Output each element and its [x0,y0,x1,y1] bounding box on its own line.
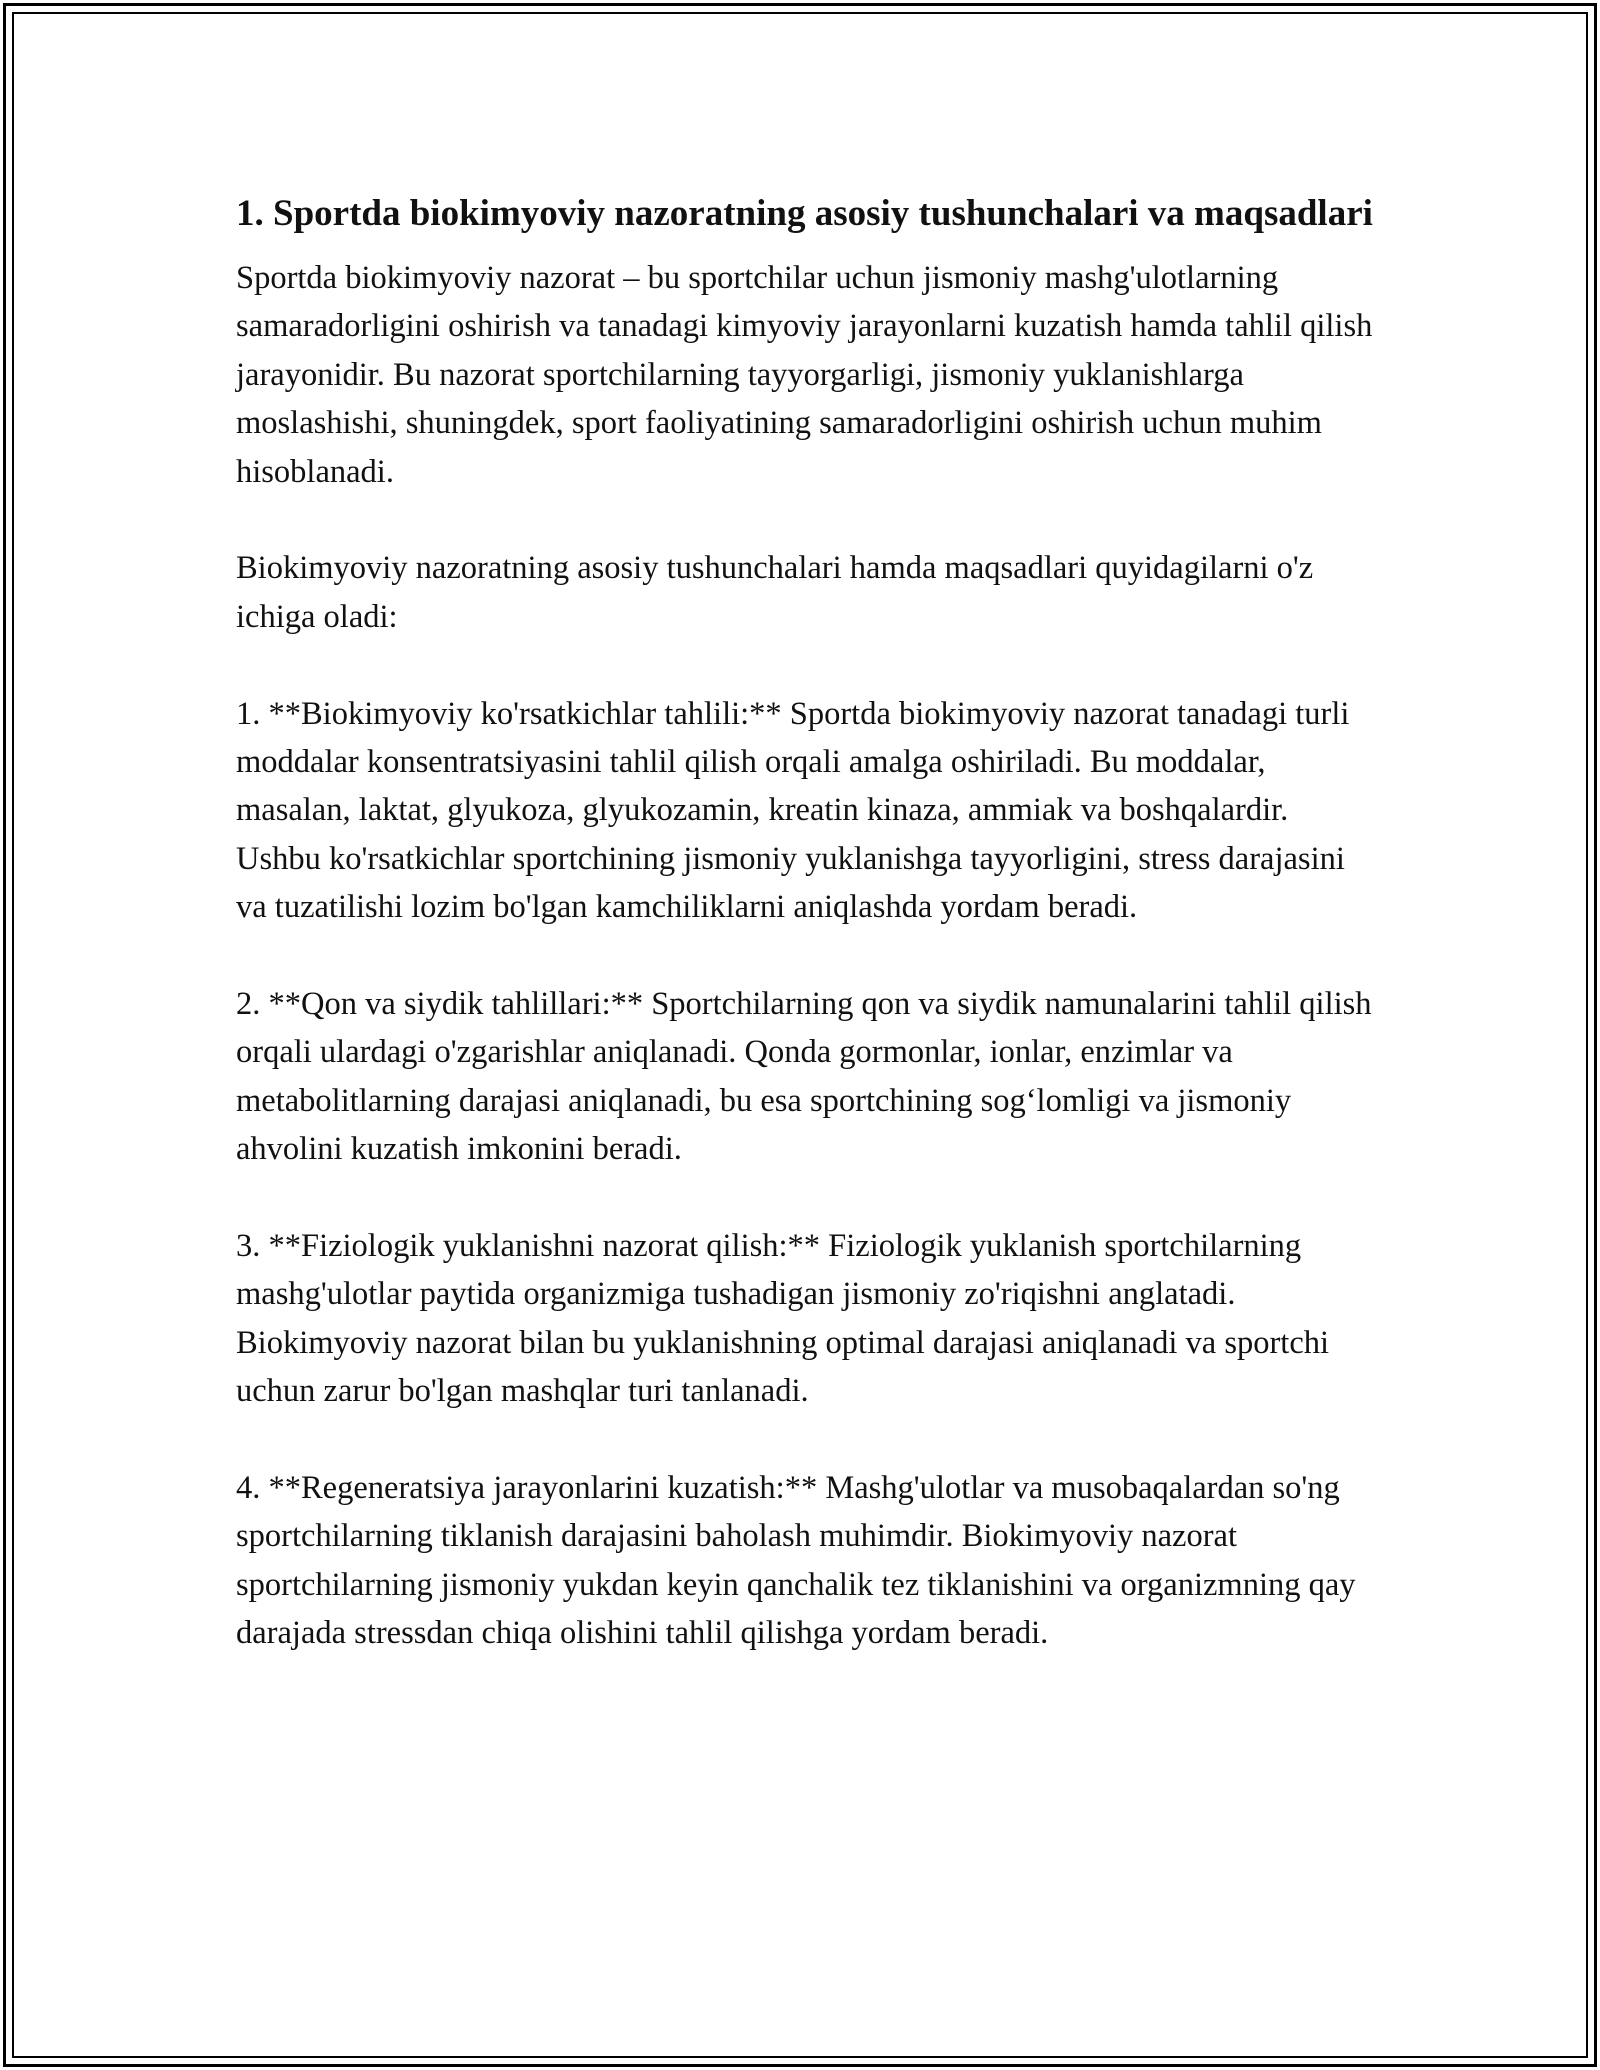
list-item-1: 1. **Biokimyoviy ko'rsatkichlar tahlili:** Sportda biokimyoviy nazorat tanadagi turli moddalar konsentratsiyasini tahlil qilish orqali amalga oshiriladi. Bu moddalar, masalan, laktat, glyukoza, glyukozamin, kreatin kinaza, ammiak va boshqalardir. Ushbu ko'rsatkichlar sportchining jismoniy yuklanishga tayyorligini, stress darajasini va tuzatilishi lozim bo'lgan kamchiliklarni aniqlashda yordam beradi. [236,695,1350,926]
paragraph-spacer [236,1174,1376,1222]
section-heading: 1. Sportda biokimyoviy nazoratning asosiy tushunchalari va maqsadlari [236,193,1373,234]
paragraph-spacer [236,1416,1376,1464]
lead-in-paragraph: Biokimyoviy nazoratning asosiy tushunchalari hamda maqsadlari quyidagilarni o'z ichiga oladi: [236,550,1314,635]
list-item-2: 2. **Qon va siydik tahlillari:** Sportchilarning qon va siydik namunalarini tahlil qilish orqali ulardagi o'zgarishlar aniqlanadi. Qonda gormonlar, ionlar, enzimlar va metabolitlarning darajasi aniqlanadi, bu esa sportchining sog‘lomligi va jismoniy ahvolini kuzatish imkonini beradi. [236,986,1372,1168]
list-item-4: 4. **Regeneratsiya jarayonlarini kuzatish:** Mashg'ulotlar va musobaqalardan so'ng sportchilarning tiklanish darajasini baholash muhimdir. Biokimyoviy nazorat sportchilarning jismoniy yukdan keyin qanchalik tez tiklanishini va organizmning qay darajada stressdan chiqa olishini tahlil qilishga yordam beradi. [236,1470,1356,1652]
intro-paragraph: Sportda biokimyoviy nazorat – bu sportchilar uchun jismoniy mashg'ulotlarning samaradorligini oshirish va tanadagi kimyoviy jarayonlarni kuzatish hamda tahlil qilish jarayonidir. Bu nazorat sportchilarning tayyorgarligi, jismoniy yuklanishlarga moslashishi, shuningdek, sport faoliyatining samaradorligini oshirish uchun muhim hisoblanadi. [236,260,1373,490]
list-item-3: 3. **Fiziologik yuklanishni nazorat qilish:** Fiziologik yuklanish sportchilarning mashg'ulotlar paytida organizmiga tushadigan jismoniy zo'riqishni anglatadi. Biokimyoviy nazorat bilan bu yuklanishning optimal darajasi aniqlanadi va sportchi uchun zarur bo'lgan mashqlar turi tanlanadi. [236,1228,1330,1410]
paragraph-spacer [236,932,1376,980]
paragraph-spacer [236,496,1376,544]
document-body [236,186,1376,1658]
paragraph-spacer [236,641,1376,689]
